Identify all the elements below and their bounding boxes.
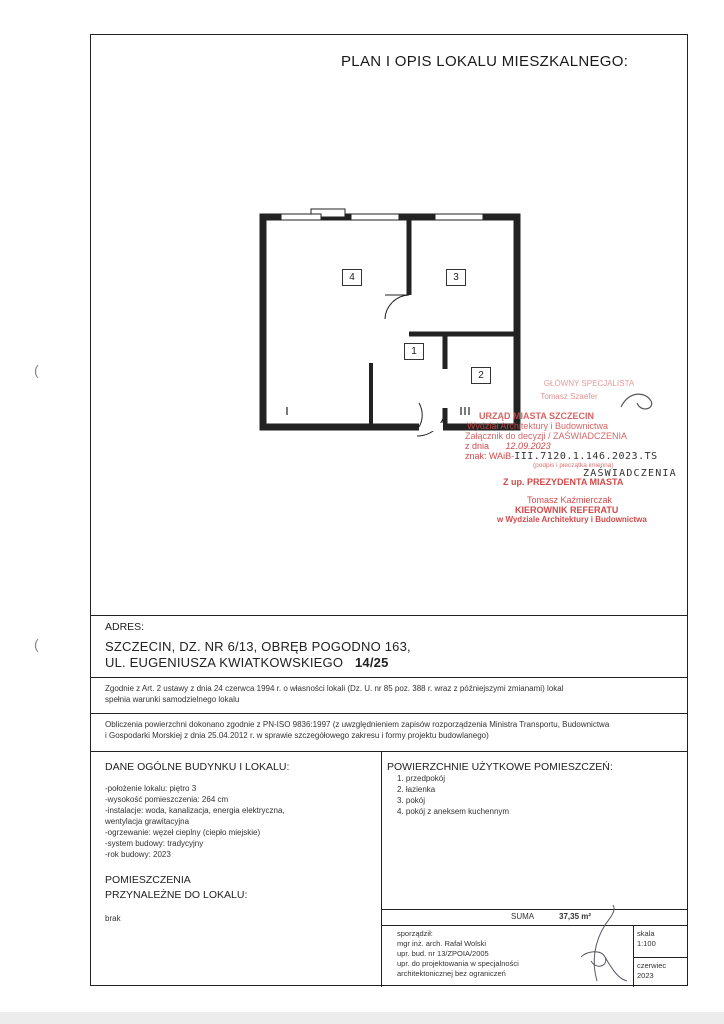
stamp-line: z dnia bbox=[465, 441, 490, 451]
column-divider bbox=[381, 751, 382, 987]
stamp-line: KIEROWNIK REFERATU bbox=[515, 505, 619, 515]
author-line: upr. bud. nr 13/ZPOIA/2005 bbox=[397, 949, 489, 958]
stamp-line: Załącznik do decyzji / ZAŚWIADCZENIA bbox=[465, 431, 628, 441]
stamp-line: Tomasz Szaefer bbox=[540, 392, 598, 401]
stamp-line: Z up. PREZYDENTA MIASTA bbox=[503, 477, 624, 487]
stamp-line: URZĄD MIASTA SZCZECIN bbox=[479, 411, 594, 421]
room-label-1: 1 bbox=[404, 343, 424, 360]
page-margin-mark: ( bbox=[34, 362, 39, 378]
prepared-label: sporządził: bbox=[397, 929, 433, 938]
divider bbox=[381, 909, 687, 910]
street-name: UL. EUGENIUSZA KWIATKOWSKIEGO bbox=[105, 655, 344, 670]
author-line: architektonicznej bez ograniczeń bbox=[397, 969, 506, 978]
divider bbox=[91, 677, 687, 678]
general-item: wentylacja grawitacyjna bbox=[105, 817, 190, 826]
general-item: -ogrzewanie: węzeł cieplny (ciepło miejskie) bbox=[105, 828, 261, 837]
page-title: PLAN I OPIS LOKALU MIESZKALNEGO: bbox=[341, 53, 629, 70]
stamp-line: Tomasz Kaźmierczak bbox=[527, 495, 613, 505]
scale-value: 1:100 bbox=[637, 939, 656, 948]
calc-note-line: i Gospodarki Morskiej z dnia 25.04.2012 r. w sprawie szczegółowego zakresu i formy projektu budowlanego) bbox=[105, 731, 489, 740]
calc-note bbox=[105, 719, 685, 741]
stamp-row bbox=[465, 441, 685, 451]
case-number: III.7120.1.146.2023.TS bbox=[514, 451, 658, 462]
zaswiadczenia-stamp: ZAŚWIADCZENIA bbox=[583, 468, 677, 479]
stamp-line: (podpis i pieczątka imienna) bbox=[533, 462, 614, 469]
page-margin-mark: ( bbox=[34, 636, 39, 652]
stamp-row bbox=[465, 431, 685, 441]
stamp-line: GŁÓWNY SPECJALISTA bbox=[543, 379, 635, 388]
date-year: 2023 bbox=[637, 971, 654, 980]
author-line: mgr inż. arch. Rafał Wolski bbox=[397, 939, 487, 948]
annex-value: brak bbox=[105, 914, 121, 923]
stamp-date: 12.09.2023 bbox=[505, 441, 551, 451]
date-month: czerwiec bbox=[637, 961, 667, 970]
author-line: upr. do projektowania w specjalności bbox=[397, 959, 519, 968]
room-label-4: 4 bbox=[342, 269, 362, 286]
general-item: -rok budowy: 2023 bbox=[105, 850, 171, 859]
sum-label: SUMA bbox=[511, 912, 535, 921]
signature-mark bbox=[611, 387, 671, 417]
divider bbox=[381, 925, 687, 926]
annex-heading-line: PRZYNALEŻNE DO LOKALU: bbox=[105, 889, 248, 901]
general-item: -instalacje: woda, kanalizacja, energia elektryczna, bbox=[105, 806, 285, 815]
room-item: 3. pokój bbox=[397, 796, 426, 805]
divider bbox=[633, 957, 687, 958]
legal-note bbox=[105, 683, 685, 705]
window bbox=[281, 214, 483, 220]
general-heading: DANE OGÓLNE BUDYNKU I LOKALU: bbox=[105, 761, 290, 773]
room-item: 2. łazienka bbox=[397, 785, 436, 794]
legal-note-line: Zgodnie z Art. 2 ustawy z dnia 24 czerwca 1994 r. o własności lokali (Dz. U. nr 85 poz. 388 r. wraz z późniejszymi zmianami) lokal bbox=[105, 684, 564, 693]
stamp-row bbox=[465, 451, 685, 462]
scan-edge bbox=[0, 1012, 724, 1024]
date-block bbox=[637, 961, 666, 981]
divider bbox=[91, 615, 687, 616]
unit-number: 14/25 bbox=[354, 655, 389, 670]
general-list bbox=[105, 783, 375, 860]
room-item: 4. pokój z aneksem kuchennym bbox=[397, 807, 510, 816]
legal-note-line: spełnia warunki samodzielnego lokalu bbox=[105, 695, 240, 704]
document-frame bbox=[90, 34, 688, 986]
divider bbox=[91, 751, 687, 752]
room-label-3: 3 bbox=[446, 269, 466, 286]
prepared-by bbox=[397, 929, 519, 979]
architect-signature bbox=[561, 901, 641, 987]
divider bbox=[91, 713, 687, 714]
stamp-line: w Wydziale Architektury i Budownictwa bbox=[497, 515, 647, 524]
room-label-2: 2 bbox=[471, 367, 491, 384]
room-item: 1. przedpokój bbox=[397, 774, 446, 783]
calc-note-line: Obliczenia powierzchni dokonano zgodnie z PN-ISO 9836:1997 (z uwzględnieniem zapisów rozporządzenia Ministra Transportu, Budownictwa bbox=[105, 720, 610, 729]
scale-label: skala bbox=[637, 929, 655, 938]
rooms-heading: POWIERZCHNIE UŻYTKOWE POMIESZCZEŃ: bbox=[387, 761, 613, 773]
annex-heading-line: POMIESZCZENIA bbox=[105, 874, 191, 886]
sum-value: 37,35 m² bbox=[559, 912, 592, 921]
general-item: -położenie lokalu: piętro 3 bbox=[105, 784, 197, 793]
rooms-list bbox=[397, 773, 509, 817]
address-label: ADRES: bbox=[105, 621, 145, 633]
stamp-line: znak: WAiB- bbox=[465, 451, 515, 461]
annex-heading bbox=[105, 873, 247, 903]
address-line-2 bbox=[105, 655, 389, 670]
stamp-line: Wydział Architektury i Budownictwa bbox=[467, 421, 608, 431]
address-line-1: SZCZECIN, DZ. NR 6/13, OBRĘB POGODNO 163, bbox=[105, 639, 411, 654]
general-item: -system budowy: tradycyjny bbox=[105, 839, 204, 848]
general-item: -wysokość pomieszczenia: 264 cm bbox=[105, 795, 229, 804]
